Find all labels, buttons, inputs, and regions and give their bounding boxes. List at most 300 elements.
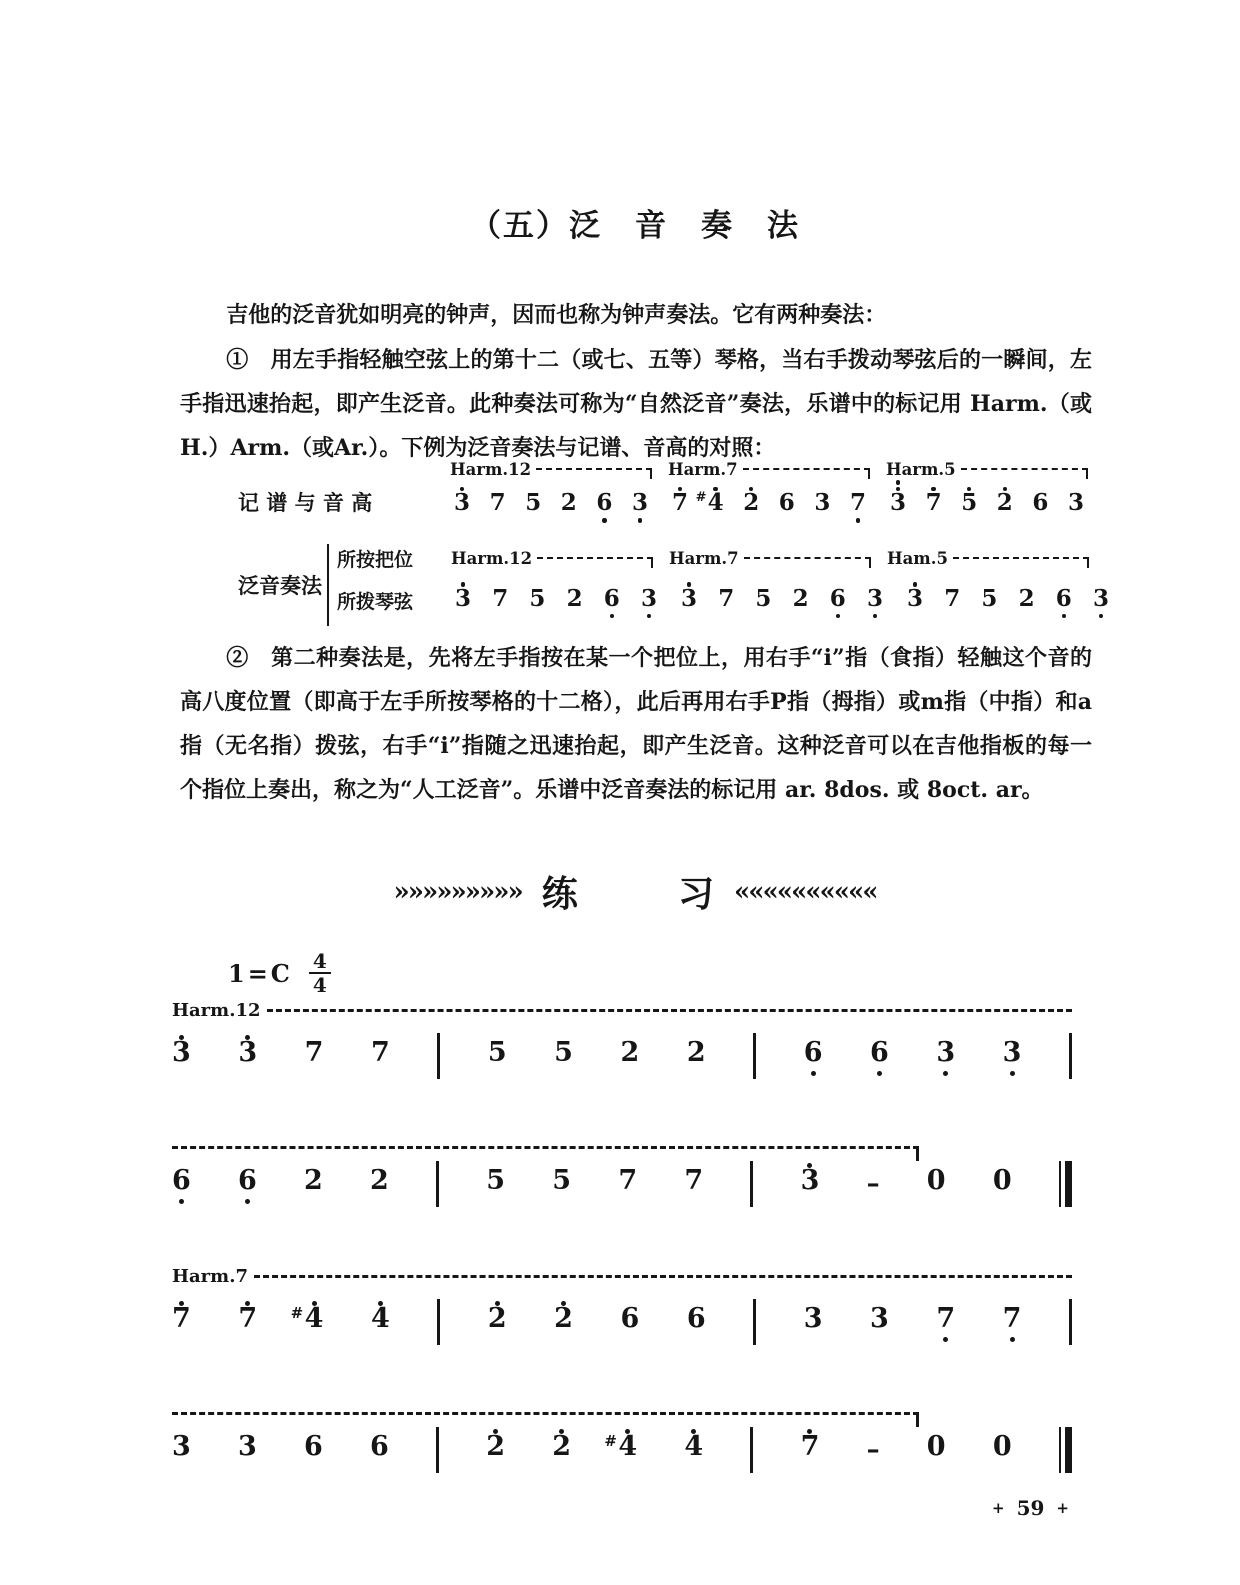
note-digit: 3 (172, 1431, 191, 1462)
note-digit: 6 (1032, 489, 1049, 516)
octave-dots-below (873, 614, 878, 625)
note-digit: 2 (1018, 584, 1035, 612)
note-digit-cell (779, 491, 795, 516)
dot-icon (610, 614, 615, 619)
group-notes-row (451, 576, 661, 625)
note-digit-cell (238, 1431, 257, 1463)
dot-icon (896, 480, 901, 485)
note-digit-cell (172, 1431, 191, 1463)
note-digit-cell (304, 1037, 324, 1069)
note-digit: 3 (936, 1037, 956, 1068)
note-digit: 0 (926, 1431, 946, 1462)
note-digit-cell (803, 1303, 823, 1335)
note-digit: 2 (304, 1165, 323, 1196)
right-arrows-icon: »»»»»»»»» (393, 876, 522, 907)
notation-group (886, 458, 1088, 529)
note-digit: 3 (870, 1303, 889, 1334)
sharp-icon: # (604, 1432, 617, 1450)
note-digit-cell (1055, 584, 1072, 612)
harm-position-label: Harm.12 (450, 459, 532, 479)
note-digit: 3 (800, 1165, 820, 1196)
exercise-notes-row (172, 1293, 1072, 1350)
jianpu-note (488, 1027, 507, 1084)
sharp-icon: # (695, 490, 707, 505)
jianpu-note (793, 576, 809, 625)
note-digit-cell (529, 584, 546, 612)
jianpu-note (238, 1293, 257, 1350)
jianpu-note (890, 480, 906, 529)
harm-position-header (887, 547, 1089, 569)
note-digit-cell (997, 491, 1013, 516)
jianpu-note (1032, 480, 1048, 529)
note-digit: 7 (944, 584, 961, 612)
dashed-extent-line (254, 1275, 1072, 1278)
note-digit: 6 (172, 1165, 191, 1196)
jianpu-note (997, 480, 1013, 529)
notation-comparison-section (238, 458, 1108, 627)
note-digit: 6 (238, 1165, 257, 1196)
jianpu-note (814, 480, 830, 529)
exercise-notes-row (172, 1421, 1072, 1478)
note-digit-cell (684, 1431, 704, 1463)
note-digit-cell (870, 1037, 889, 1069)
note-digit-cell (1002, 1303, 1022, 1335)
note-digit-cell (552, 1431, 572, 1463)
jianpu-note (486, 1155, 505, 1212)
position-subrow-label: 所按把位 (337, 548, 414, 571)
note-digit: 3 (1067, 489, 1084, 516)
jianpu-note (554, 1293, 573, 1350)
jianpu-note (529, 576, 545, 625)
note-digit: 6 (829, 584, 846, 612)
dot-icon (811, 1071, 816, 1076)
exercise-line-header (172, 1000, 1072, 1021)
jianpu-note (687, 1293, 706, 1350)
note-digit: 3 (455, 584, 472, 612)
note-digit: 7 (684, 1165, 704, 1196)
note-digit-cell (800, 1431, 820, 1463)
jianpu-note (172, 1027, 191, 1084)
note-digit: 6 (778, 489, 795, 516)
sharp-icon: # (290, 1304, 304, 1322)
group-notes-row (903, 576, 1113, 625)
footer-right-mark-icon: + (1056, 1499, 1069, 1517)
note-digit: 5 (552, 1165, 572, 1196)
note-digit-cell (870, 1303, 889, 1335)
note-digit-cell (604, 1431, 638, 1463)
note-digit: 7 (1002, 1303, 1022, 1334)
note-digit: 2 (686, 1037, 706, 1068)
note-digit: 7 (172, 1303, 191, 1334)
jianpu-note (238, 1155, 257, 1212)
harmonic-method-row (238, 543, 1108, 627)
note-digit: 5 (981, 584, 998, 612)
octave-dots-below (943, 1071, 948, 1084)
note-digit-cell (926, 491, 942, 516)
harm-position-header (886, 458, 1088, 480)
note-digit: 7 (800, 1431, 820, 1462)
jianpu-note (604, 576, 620, 625)
left-arrows-icon: «««««««««« (734, 876, 877, 907)
jianpu-note (604, 1421, 638, 1478)
note-digit-cell (686, 1303, 706, 1335)
note-digit: 2 (743, 489, 760, 516)
page-number: 59 (1016, 1496, 1045, 1520)
exercise-line-header (172, 1146, 1072, 1149)
jianpu-note (621, 1027, 640, 1084)
note-digit-cell (926, 1165, 946, 1197)
dot-icon (602, 518, 607, 523)
note-digit: 7 (672, 489, 689, 516)
jianpu-note (370, 1155, 389, 1212)
note-digit-cell (890, 491, 906, 516)
note-digit-cell (743, 491, 759, 516)
dot-icon (638, 518, 643, 523)
note-digit-cell (981, 584, 998, 612)
strings-subrow (337, 573, 1113, 627)
jianpu-note (238, 1027, 257, 1084)
barline (1069, 1299, 1072, 1345)
exercise-line (172, 1266, 1072, 1350)
jianpu-note (850, 480, 866, 529)
note-digit-cell (800, 1165, 820, 1197)
jianpu-note (993, 1155, 1012, 1212)
note-digit-cell (620, 1037, 640, 1069)
note-digit: 3 (238, 1431, 257, 1462)
dashed-extent-line (172, 1412, 919, 1415)
note-digit: 3 (454, 489, 471, 516)
note-digit-cell (603, 584, 620, 612)
jianpu-note (304, 1421, 323, 1478)
note-digit: 7 (925, 489, 942, 516)
note-digit: 3 (1002, 1037, 1022, 1068)
note-digit: 2 (487, 1303, 507, 1334)
jianpu-note (621, 1293, 640, 1350)
jianpu-note (804, 1027, 823, 1084)
dot-icon (647, 614, 652, 619)
dot-icon (1099, 614, 1104, 619)
dot-icon (1062, 614, 1067, 619)
dot-icon (943, 1337, 948, 1342)
note-digit: 6 (603, 584, 620, 612)
note-digit-cell (672, 491, 688, 516)
note-digit: 6 (304, 1431, 323, 1462)
jianpu-note (552, 1421, 571, 1478)
harm-position-header (450, 458, 652, 480)
jianpu-note (936, 1293, 955, 1350)
jianpu-note (371, 1293, 390, 1350)
dashed-extent-line (953, 557, 1089, 559)
jianpu-note (641, 576, 657, 625)
note-digit-cell (620, 1303, 640, 1335)
note-digit: 3 (640, 584, 657, 612)
barline (753, 1033, 756, 1079)
note-digit: 2 (552, 1431, 572, 1462)
note-digit-cell (866, 584, 883, 612)
note-digit-cell (455, 584, 472, 612)
jianpu-note (618, 1155, 637, 1212)
jianpu-note (172, 1293, 191, 1350)
exercise-line-header (172, 1266, 1072, 1287)
jianpu-note (981, 576, 997, 625)
note-digit-cell (566, 584, 583, 612)
harmonic-method-content (337, 543, 1113, 627)
note-digit-cell (1018, 584, 1035, 612)
barline (437, 1033, 440, 1079)
dashed-extent-line (743, 468, 870, 470)
note-digit: 7 (492, 584, 509, 612)
exercise-line (172, 1412, 1072, 1478)
octave-dots-below (877, 1071, 882, 1084)
note-digit: 5 (529, 584, 546, 612)
note-digit-cell (718, 584, 735, 612)
note-digit: 6 (370, 1431, 389, 1462)
note-digit-cell (290, 1303, 324, 1335)
note-digit-cell (554, 1037, 573, 1069)
note-digit-cell (370, 1165, 389, 1197)
note-digit-cell (370, 1303, 390, 1335)
note-digit-cell (684, 1165, 704, 1197)
note-digit: 6 (596, 489, 613, 516)
jianpu-note (488, 1293, 507, 1350)
note-digit-cell (492, 584, 509, 612)
note-digit: 5 (525, 489, 542, 516)
harm-position-header (669, 547, 871, 569)
note-digit: 7 (370, 1037, 390, 1068)
jianpu-note (172, 1421, 191, 1478)
note-digit: 2 (486, 1431, 506, 1462)
note-digit-cell (907, 584, 924, 612)
jianpu-note (718, 576, 734, 625)
pitch-row-groups (434, 458, 1088, 529)
dashed-extent-line (744, 557, 871, 559)
position-subrow (337, 543, 1113, 573)
barline (436, 1161, 439, 1207)
dot-icon (873, 614, 878, 619)
barline (753, 1299, 756, 1345)
jianpu-note (684, 1421, 703, 1478)
jianpu-note (371, 1027, 390, 1084)
octave-dots-below (638, 518, 643, 529)
note-digit: 3 (1092, 584, 1109, 612)
note-digit: 7 (718, 584, 735, 612)
jianpu-note (830, 576, 846, 625)
key-signature (228, 950, 331, 996)
jianpu-note (926, 480, 942, 529)
octave-dots-below (856, 518, 861, 529)
note-digit-cell (695, 489, 724, 516)
harm-position-label: Harm.12 (172, 1000, 261, 1021)
note-digit: 4 (684, 1431, 704, 1462)
exercise-line (172, 1146, 1072, 1212)
harm-position-label: Harm.5 (886, 459, 956, 479)
group-notes-row (450, 480, 652, 529)
note-digit-cell (686, 1037, 706, 1069)
jianpu-note (870, 1293, 889, 1350)
jianpu-note (596, 480, 612, 529)
note-digit-cell (554, 1303, 573, 1335)
note-digit-cell (792, 584, 809, 612)
dashed-extent-line (172, 1146, 919, 1149)
note-digit: 5 (486, 1165, 506, 1196)
jianpu-note (1019, 576, 1035, 625)
note-digit-cell (486, 1165, 506, 1197)
note-digit: 0 (992, 1431, 1012, 1462)
note-digit: 6 (870, 1037, 889, 1068)
barline (750, 1161, 753, 1207)
jianpu-note (238, 1421, 257, 1478)
jianpu-note (961, 480, 977, 529)
notation-group (450, 458, 652, 529)
note-digit: 2 (554, 1303, 573, 1334)
note-digit-cell (829, 584, 846, 612)
jianpu-note (695, 480, 724, 529)
note-digit: 6 (1055, 584, 1072, 612)
note-digit-cell (1032, 491, 1048, 516)
note-digit-cell (936, 1037, 956, 1069)
final-barline-thin (1059, 1427, 1062, 1473)
note-digit-cell (486, 1431, 506, 1463)
jianpu-note (927, 1155, 946, 1212)
note-digit: 2 (560, 489, 577, 516)
jianpu-note (672, 480, 688, 529)
dot-icon (1010, 1337, 1015, 1342)
note-digit-cell (936, 1303, 956, 1335)
note-digit-cell (552, 1165, 572, 1197)
note-digit: 7 (936, 1303, 956, 1334)
note-digit-cell (304, 1431, 323, 1463)
jianpu-note (172, 1155, 191, 1212)
jianpu-note (867, 576, 883, 625)
jianpu-note (1068, 480, 1084, 529)
dashed-extent-line (536, 468, 652, 470)
jianpu-note (561, 480, 577, 529)
jianpu-note (554, 1027, 573, 1084)
note-digit-cell (370, 1037, 390, 1069)
barline (1069, 1033, 1072, 1079)
jianpu-note (801, 1421, 820, 1478)
jianpu-note (525, 480, 541, 529)
key-text: 1=C (228, 958, 293, 988)
harmonic-method-label: 泛音奏法 (238, 573, 322, 598)
jianpu-note (492, 576, 508, 625)
jianpu-note (370, 1421, 389, 1478)
dot-icon (877, 1071, 882, 1076)
jianpu-note (993, 1421, 1012, 1478)
note-digit: 7 (618, 1165, 638, 1196)
note-digit: 6 (803, 1037, 823, 1068)
octave-dots-below (836, 614, 841, 625)
note-digit-cell (172, 1303, 191, 1335)
note-digit: 5 (487, 1037, 507, 1068)
note-digit-cell (487, 1303, 507, 1335)
exercise-notes-row (172, 1027, 1072, 1084)
harm-position-label: Harm.7 (668, 459, 738, 479)
note-digit-cell (961, 491, 977, 516)
dot-icon (245, 1199, 250, 1204)
practice-title: 练 习 (541, 873, 715, 915)
note-digit: 4 (707, 489, 724, 516)
time-denominator: 4 (312, 973, 327, 997)
exercise-line (172, 1000, 1072, 1084)
octave-dots-below (1099, 614, 1104, 625)
note-digit-cell (1092, 584, 1109, 612)
note-digit-cell (632, 491, 648, 516)
jianpu-note (681, 576, 697, 625)
jianpu-note (1056, 576, 1072, 625)
note-digit-cell (850, 491, 866, 516)
note-extension-dash: – (866, 1434, 880, 1465)
exercise-notes-row (172, 1155, 1072, 1212)
note-digit-cell (596, 491, 612, 516)
dashed-extent-line (537, 557, 653, 559)
jianpu-note (804, 1293, 823, 1350)
harm-position-label: Harm.7 (669, 548, 739, 568)
note-digit-cell (618, 1165, 638, 1197)
note-digit: 6 (620, 1303, 640, 1334)
note-digit-cell (172, 1165, 191, 1197)
paragraph-intro: 吉他的泛音犹如明亮的钟声，因而也称为钟声奏法。它有两种奏法： (226, 302, 887, 328)
dot-icon (1010, 1071, 1015, 1076)
note-digit: 3 (866, 584, 883, 612)
octave-dots-below (179, 1199, 184, 1212)
note-digit: 4 (304, 1303, 324, 1334)
octave-dots-below (1062, 614, 1067, 625)
jianpu-note (687, 1027, 706, 1084)
page-footer (992, 1496, 1069, 1520)
jianpu-note (1093, 576, 1109, 625)
note-digit: 4 (618, 1431, 638, 1462)
note-digit: 2 (620, 1037, 640, 1068)
jianpu-note (779, 480, 795, 529)
note-digit: 3 (681, 584, 698, 612)
note-digit-cell (487, 1037, 507, 1069)
paragraph-method1: ① 用左手指轻触空弦上的第十二（或七、五等）琴格，当右手拨动琴弦后的一瞬间，左手指迅速抬起，即产生泛音。此种奏法可称为“自然泛音”奏法，乐谱中的标记用 Harm.（或H.）Arm.（或Ar.）。下例为泛音奏法与记谱、音高的对照： (180, 347, 1092, 461)
note-digit-cell (1002, 1037, 1022, 1069)
jianpu-note (486, 1421, 505, 1478)
jianpu-note (290, 1293, 324, 1350)
note-digit-cell (490, 491, 506, 516)
time-numerator: 4 (309, 950, 331, 974)
note-digit-cell (803, 1037, 823, 1069)
octave-dots-below (602, 518, 607, 529)
octave-dots-below (647, 614, 652, 625)
pitch-row-label: 记 谱 与 音 高 (238, 490, 373, 515)
final-barline-thin (1059, 1161, 1062, 1207)
note-digit-cell (370, 1431, 389, 1463)
pitch-notation-row (238, 458, 1108, 529)
final-barline (1059, 1161, 1072, 1207)
jianpu-note (552, 1155, 571, 1212)
note-digit: 3 (172, 1037, 191, 1068)
jianpu-note (870, 1027, 889, 1084)
octave-dots-below (610, 614, 615, 625)
harm-position-label: Harm.12 (451, 548, 533, 568)
paragraph-method2: ② 第二种奏法是，先将左手指按在某一个把位上，用右手“i”指（食指）轻触这个音的高八度位置（即高于左手所按琴格的十二格），此后再用右手P指（拇指）或m指（中指）和a指（无名指）拨弦，右手“i”指随之迅速抬起，即产生泛音。这种泛音可以在吉他指板的每一个指位上奏出，称之为“人工泛音”。乐谱中泛音奏法的标记用 ar. 8dos. 或 8oct. ar。 (180, 645, 1092, 803)
note-digit-cell (992, 1431, 1012, 1463)
harm-position-header (668, 458, 870, 480)
note-digit-cell (561, 491, 577, 516)
dot-icon (856, 518, 861, 523)
note-digit: 3 (814, 489, 831, 516)
octave-dots-below (1010, 1337, 1015, 1350)
note-digit: 5 (961, 489, 978, 516)
jianpu-note (936, 1027, 955, 1084)
note-digit-cell (944, 584, 961, 612)
time-signature (309, 950, 331, 996)
barline (437, 1299, 440, 1345)
group-notes-row (886, 480, 1088, 529)
